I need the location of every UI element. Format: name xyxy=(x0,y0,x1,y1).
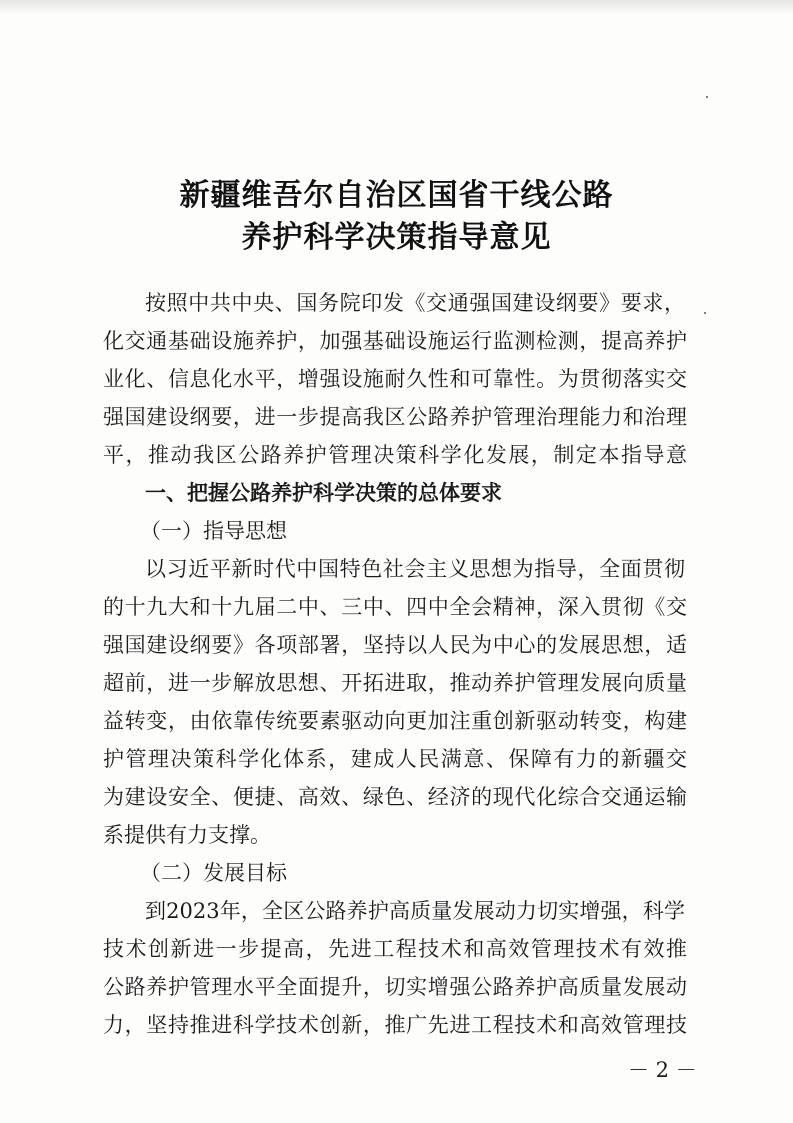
body-line: 以习近平新时代中国特色社会主义思想为指导，全面贯彻 xyxy=(145,557,685,581)
subsection-heading: （二）发展目标 xyxy=(140,861,287,885)
body-line: 平，推动我区公路养护管理决策科学化发展，制定本指导意 xyxy=(103,443,687,467)
section-heading: 一、把握公路养护科学决策的总体要求 xyxy=(145,481,502,505)
body-line: 强国建设纲要，进一步提高我区公路养护管理治理能力和治理 xyxy=(103,405,687,429)
body-line: 护管理决策科学化体系，建成人民满意、保障有力的新疆交 xyxy=(103,747,687,771)
body-line: 到2023年，全区公路养护高质量发展动力切实增强，科学 xyxy=(145,899,685,923)
body-line: 技术创新进一步提高，先进工程技术和高效管理技术有效推 xyxy=(103,937,687,961)
body-line: 化交通基础设施养护，加强基础设施运行监测检测，提高养护 xyxy=(103,329,687,353)
scan-speck xyxy=(706,96,708,98)
scan-edge-shadow xyxy=(0,0,793,14)
document-title-line-2: 养护科学决策指导意见 xyxy=(241,220,552,255)
body-line: 公路养护管理水平全面提升，切实增强公路养护高质量发展动 xyxy=(103,975,687,999)
subsection-heading: （一）指导思想 xyxy=(140,519,287,543)
body-line: 强国建设纲要》各项部署，坚持以人民为中心的发展思想，适 xyxy=(103,633,687,657)
scan-speck xyxy=(704,312,706,314)
page-number: － 2 － xyxy=(628,1058,697,1082)
body-line: 力，坚持推进科学技术创新，推广先进工程技术和高效管理技 xyxy=(103,1013,687,1037)
body-line: 为建设安全、便捷、高效、绿色、经济的现代化综合交通运输 xyxy=(103,785,687,809)
document-title-line-1: 新疆维吾尔自治区国省干线公路 xyxy=(179,178,614,213)
body-line: 的十九大和十九届二中、三中、四中全会精神，深入贯彻《交 xyxy=(103,595,687,619)
body-line: 超前，进一步解放思想、开拓进取，推动养护管理发展向质量 xyxy=(103,671,687,695)
body-line: 按照中共中央、国务院印发《交通强国建设纲要》要求， xyxy=(145,291,685,315)
body-line: 系提供有力支撑。 xyxy=(103,823,271,847)
body-line: 业化、信息化水平，增强设施耐久性和可靠性。为贯彻落实交 xyxy=(103,367,687,391)
body-line: 益转变，由依靠传统要素驱动向更加注重创新驱动转变，构建 xyxy=(103,709,687,733)
